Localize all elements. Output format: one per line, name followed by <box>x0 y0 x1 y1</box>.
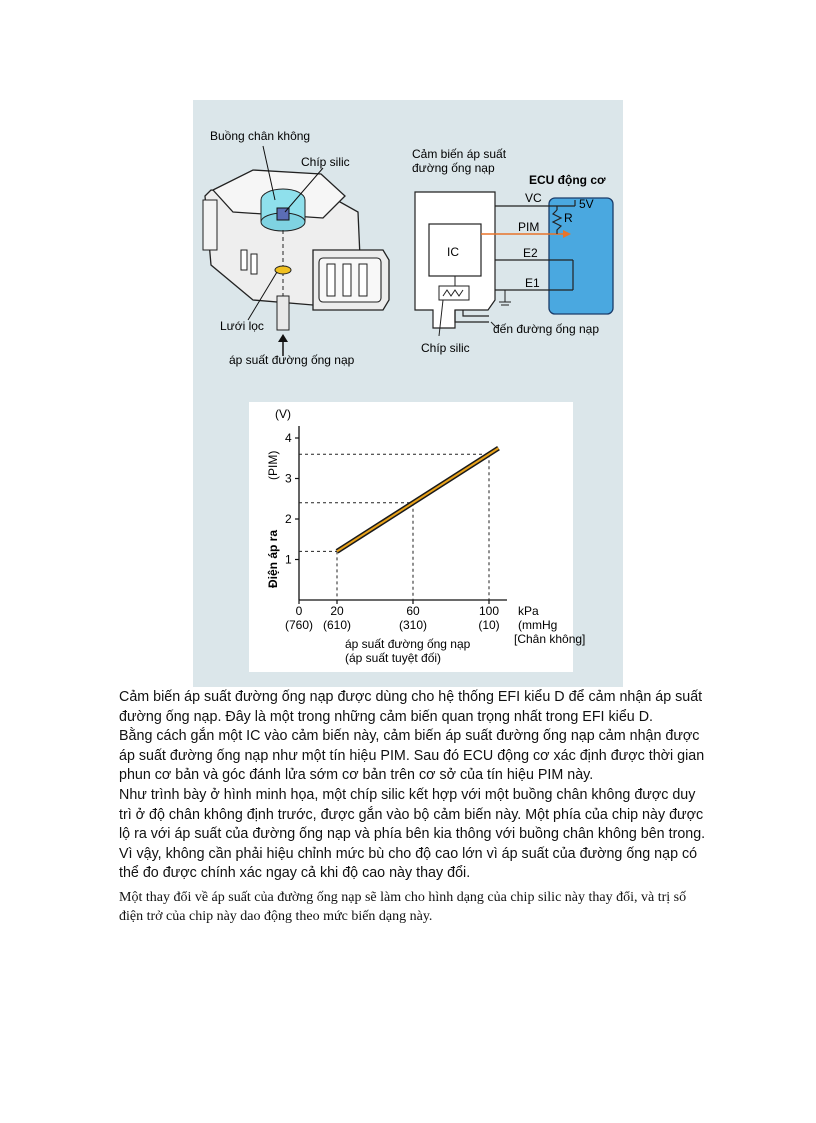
chart-x-label-1: áp suất đường ống nạp <box>345 637 471 651</box>
label-circuit-silicon-chip: Chíp silic <box>421 341 470 355</box>
label-intake-pressure: áp suất đường ống nạp <box>229 353 355 367</box>
chart-x-tick-sub: (760) <box>284 618 314 632</box>
chart-x-tick-sub: (10) <box>478 618 500 632</box>
chart-x-unit-sub1: (mmHg <box>518 618 558 632</box>
chart-y-tick-label: 3 <box>285 471 292 486</box>
label-sensor-title-2: đường ống nạp <box>412 161 495 175</box>
chart-x-unit-sub2: [Chân không] <box>514 632 586 646</box>
chart-y-tick-label: 4 <box>285 431 292 445</box>
chart-x-label-2: (áp suất tuyệt đối) <box>345 651 442 665</box>
chart-x-unit: kPa <box>518 604 539 618</box>
chart-x-tick-label: 60 <box>406 604 420 618</box>
label-pim: PIM <box>518 220 540 234</box>
circuit-diagram <box>415 192 613 336</box>
label-r: R <box>564 211 573 225</box>
label-vc: VC <box>525 191 542 205</box>
label-vacuum-chamber: Buồng chân không <box>210 129 311 143</box>
label-filter: Lưới lọc <box>220 319 264 333</box>
sensor-figure <box>193 100 623 687</box>
chart-x-tick-sub: (310) <box>398 618 428 632</box>
label-silicon-chip: Chíp silic <box>301 155 350 169</box>
paragraph-4: Một thay đổi về áp suất của đường ống nạp sẽ làm cho hình dạng của chip silic này thay đổi, và trị số điện trở của chip này dao động theo mức biến dạng này. <box>119 889 687 925</box>
chart-y-tick-label: 2 <box>285 512 292 526</box>
paragraph-2: Bằng cách gắn một IC vào cảm biến này, cảm biến áp suất đường ống nạp cảm nhận được áp suất đường ống nạp như một tín hiệu PIM. Sau đó ECU động cơ xác định được thời gian phun cơ bản và góc đánh lửa sớm cơ bản trên cơ sở của tín hiệu PIM này. <box>119 728 705 784</box>
chart-x-tick-sub: (610) <box>322 618 352 632</box>
chart-x-tick-label: 0 <box>295 604 303 618</box>
label-to-manifold: đến đường ống nạp <box>493 322 599 336</box>
label-sensor-title-1: Cảm biến áp suất <box>412 147 507 161</box>
chart-y-tick-label: 1 <box>285 552 292 567</box>
chart-y-label: Điện áp ra <box>266 529 280 588</box>
paragraph-3: Như trình bày ở hình minh họa, một chíp silic kết hợp với một buồng chân không được duy trì ở độ chân không định trước, được gắn vào bộ cảm biến này. Một phía của chip này được lộ ra với áp suất của đường ống nạp và phía bên kia thông với buồng chân không bên trong. Vì vậy, không cần phải hiệu chỉnh mức bù cho độ cao lớn vì áp suất của đường ống nạp có thể đo được chính xác ngay cả khi độ cao này thay đổi. <box>119 786 706 882</box>
label-5v: 5V <box>579 197 594 211</box>
label-e2: E2 <box>523 246 538 260</box>
paragraph-1: Cảm biến áp suất đường ống nạp được dùng cho hệ thống EFI kiểu D để cảm nhận áp suất đường ống nạp. Đây là một trong những cảm biến quan trọng nhất trong EFI kiểu D. <box>119 689 703 725</box>
label-ecu: ECU động cơ <box>529 173 606 187</box>
label-e1: E1 <box>525 276 540 290</box>
chart-x-tick-label: 100 <box>478 604 500 618</box>
chart-x-tick-label: 20 <box>330 604 344 618</box>
article-text <box>119 688 709 927</box>
chart-y-label-sub: (PIM) <box>266 450 280 480</box>
chart-y-unit: (V) <box>275 407 291 421</box>
label-ic: IC <box>447 245 459 259</box>
